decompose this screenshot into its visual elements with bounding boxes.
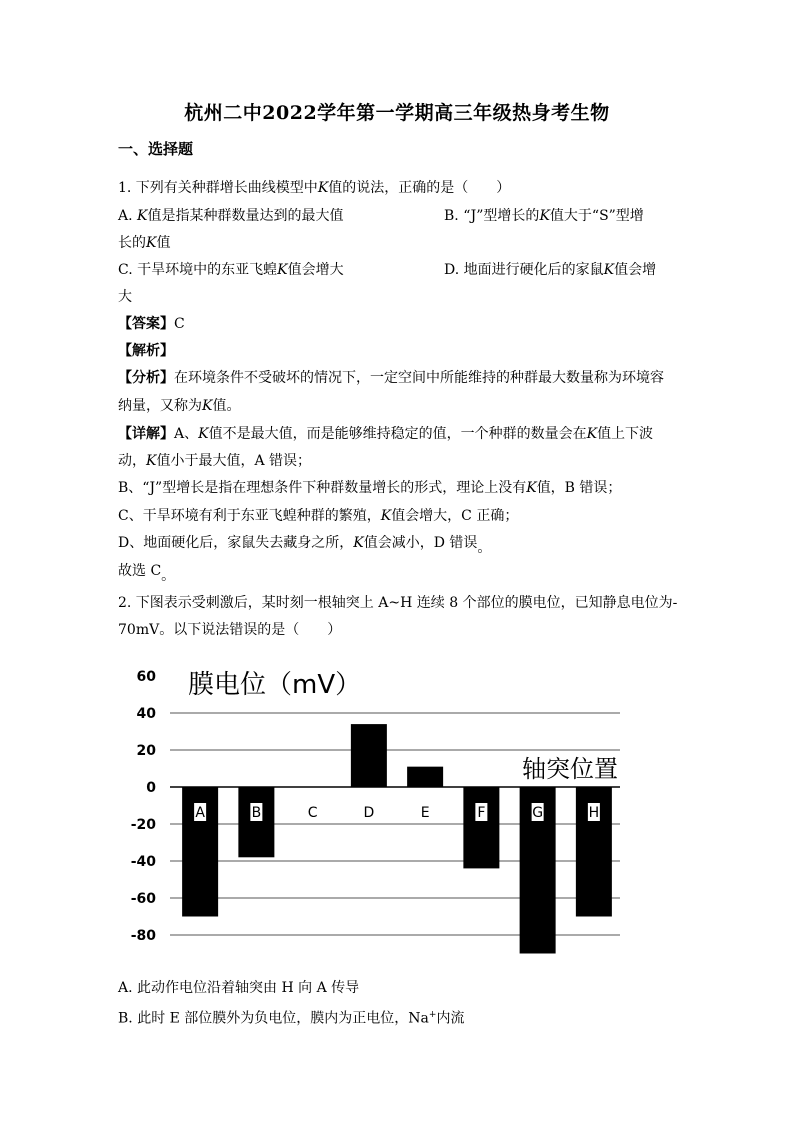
y-tick-label: -80 <box>130 928 156 944</box>
y-tick-label: -60 <box>130 891 156 907</box>
q1-stem-end: 值的说法，正确的是（ ） <box>328 180 511 196</box>
option-text: 值大于“S”型增 <box>549 208 644 224</box>
option-text: 值是指某种群数量达到的最大值 <box>147 208 344 224</box>
chart-category-labels <box>194 803 600 821</box>
y-tick-label: 20 <box>136 743 156 759</box>
detail-text: 值会增大，C 正确； <box>391 508 519 524</box>
bar-b <box>238 787 274 857</box>
superscript-plus: + <box>428 1010 437 1020</box>
bar-f <box>463 787 499 868</box>
k-symbol: K <box>146 453 157 469</box>
q2-option-b <box>118 1005 464 1029</box>
q1-conclusion <box>118 561 176 584</box>
category-label-a: A <box>195 805 205 821</box>
detail-text: D、地面硬化后，家鼠失去藏身之所， <box>118 535 354 551</box>
detail-text: B、“J”型增长是指在理想条件下种群数量增长的形式，理论上没有 <box>118 480 527 496</box>
option-text: B. “J”型增长的 <box>444 208 540 224</box>
detail-text: 值不是最大值，而是能够维持稳定的值，一个种群的数量会在 <box>208 426 587 442</box>
fenxi-text: 在环境条件不受破坏的情况下，一定空间中所能维持的种群最大数量称为环境容 <box>174 370 664 386</box>
k-symbol: K <box>380 508 392 524</box>
detail-text: C、干旱环境有利于东亚飞蝗种群的繁殖， <box>118 508 381 524</box>
k-symbol: K <box>146 235 157 251</box>
q1-option-d-cont: 大 <box>118 289 132 305</box>
detail-text: 值小于最大值，A 错误； <box>156 453 312 469</box>
k-symbol: K <box>539 208 550 224</box>
fenxi-label: 【分析】 <box>118 370 174 386</box>
answer-label: 【答案】 <box>118 316 174 332</box>
section-heading: 一、选择题 <box>118 140 194 158</box>
page-title: 杭州二中2022学年第一学期高三年级热身考生物 <box>184 102 610 124</box>
k-symbol: K <box>202 398 213 414</box>
y-tick-label: -40 <box>130 854 156 870</box>
y-tick-label: 0 <box>146 780 156 796</box>
category-label-f: F <box>477 805 486 821</box>
q2-stem-2: 70mV。以下说法错误的是（ ） <box>118 622 342 638</box>
k-symbol: K <box>137 208 148 224</box>
q2-stem-1: 2. 下图表示受刺激后，某时刻一根轴突上 A~H 连续 8 个部位的膜电位，已知静息电位为- <box>118 595 678 611</box>
bar-e <box>407 767 443 787</box>
q2-option-a: A. 此动作电位沿着轴突由 H 向 A 传导 <box>118 980 360 996</box>
option-text: D. 地面进行硬化后的家鼠 <box>444 262 604 278</box>
answer-value: C <box>174 316 185 332</box>
q1-option-c <box>118 260 344 280</box>
detail-label: 【详解】 <box>118 426 174 442</box>
q1-option-d <box>444 260 656 280</box>
option-text: 长的 <box>118 235 146 251</box>
k-symbol: K <box>198 426 209 442</box>
chart-xlabel: 轴突位置 <box>522 755 618 783</box>
conclusion-period: 。 <box>161 568 176 584</box>
membrane-potential-chart <box>118 660 638 970</box>
category-label-c: C <box>307 805 318 821</box>
q1-answer <box>118 314 185 334</box>
conclusion-text: 故选 C <box>118 563 162 579</box>
q1-stem-text: 1. 下列有关种群增长曲线模型中 <box>118 180 318 196</box>
detail-text: A、 <box>174 426 199 442</box>
k-symbol: K <box>603 262 615 278</box>
q1-analysis-label: 【解析】 <box>118 343 174 359</box>
chart-y-ticks <box>131 669 157 944</box>
k-symbol: K <box>277 262 288 278</box>
q1-detail-3 <box>118 478 621 498</box>
detail-text: 值，B 错误； <box>536 480 622 496</box>
q1-stem <box>118 178 510 198</box>
q1-detail-1 <box>118 424 653 444</box>
q1-fenxi-1 <box>118 368 664 388</box>
chart-title: 膜电位（mV） <box>188 670 362 700</box>
detail-text: 值上下波 <box>597 426 654 442</box>
q1-option-a <box>118 206 343 226</box>
q1-detail-4 <box>118 506 518 526</box>
category-label-e: E <box>420 805 430 821</box>
k-symbol: K <box>526 480 537 496</box>
option-text: 值会增 <box>614 262 657 278</box>
category-label-h: H <box>588 805 600 821</box>
k-symbol: K <box>586 426 598 442</box>
y-tick-label: 40 <box>136 706 156 722</box>
k-symbol: K <box>317 180 329 196</box>
q1-fenxi-2 <box>118 396 240 416</box>
option-text: 值会增大 <box>287 262 344 278</box>
q1-detail-2 <box>118 451 311 471</box>
q1-detail-5 <box>118 533 492 556</box>
q1-option-b-cont <box>118 233 170 253</box>
option-text: 内流 <box>436 1010 465 1027</box>
category-label-d: D <box>363 805 375 821</box>
detail-period: 。 <box>477 540 492 556</box>
option-label: A. <box>118 208 138 224</box>
category-label-g: G <box>532 805 544 821</box>
y-tick-label: -20 <box>130 817 156 833</box>
q1-option-b <box>444 206 644 226</box>
detail-text: 动， <box>118 453 146 469</box>
fenxi-text: 值。 <box>212 398 241 414</box>
k-symbol: K <box>353 535 364 551</box>
option-text: 值 <box>156 235 171 251</box>
option-text: C. 干旱环境中的东亚飞蝗 <box>118 262 278 278</box>
category-label-b: B <box>251 805 262 821</box>
bar-d <box>351 724 387 787</box>
fenxi-text: 纳量，又称为 <box>118 398 202 414</box>
y-tick-label: 60 <box>136 669 156 685</box>
option-text: B. 此时 E 部位膜外为负电位，膜内为正电位，Na <box>118 1010 429 1027</box>
detail-text: 值会减小，D 错误 <box>363 535 478 551</box>
